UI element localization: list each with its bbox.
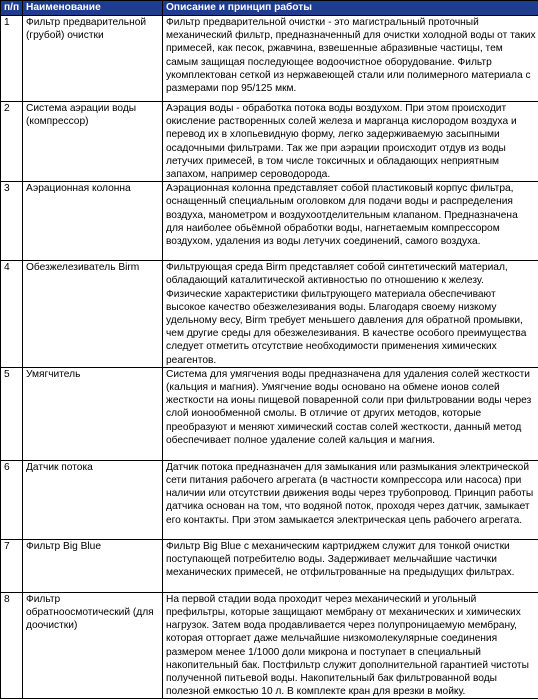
header-description: Описание и принцип работы xyxy=(163,1,538,16)
row-name: Фильтр обратноосмотический (для доочистки) xyxy=(23,592,163,699)
row-number: 6 xyxy=(1,460,23,539)
table-row xyxy=(1,592,538,699)
row-number: 4 xyxy=(1,261,23,368)
row-description: Аэрация воды - обработка потока воды воздухом. При этом происходит окисление растворенных солей железа и марганца кислородом воздуха и перевод их в хлопьевидную форму, легко задерживаемую засыпными осадочными фильтрами. Так же при аэрации происходит отдув из воды летучих примесей, в том числе токсичных и обладающих неприятным запахом, например сероводорода. xyxy=(163,102,538,182)
row-description: Фильтрующая среда Birm представляет собой синтетический материал, обладающий каталитической активностью по отношению к железу. Физические характеристики фильтрующего материала обеспечивают высокое качество обезжелезивания воды. Благодаря своему низкому удельному весу, Birm требует меньшего давления для обратной промывки, чем другие среды для обезжелезивания. В качестве особого преимущества следует отметить отсутствие необходимости применения химических реагентов. xyxy=(163,261,538,368)
row-description: Датчик потока предназначен для замыкания или размыкания электрической сети питания рабочего агрегата (в частности компрессора или насоса) при наличии или отсутствии движения воды через трубопровод. Принцип работы датчика основан на том, что водяной поток, проходя через датчик, замыкает его контакты. При этом замыкается электрическая цепь рабочего агрегата. xyxy=(163,460,538,539)
row-number: 2 xyxy=(1,102,23,182)
table-row xyxy=(1,261,538,368)
table-header-row xyxy=(1,1,538,16)
header-number: п/п xyxy=(1,1,23,16)
row-name: Аэрационная колонна xyxy=(23,182,163,261)
row-name: Фильтр Big Blue xyxy=(23,539,163,592)
table-row xyxy=(1,182,538,261)
row-number: 3 xyxy=(1,182,23,261)
row-number: 5 xyxy=(1,367,23,460)
row-description: Система для умягчения воды предназначена для удаления солей жесткости (кальция и магния). Умягчение воды основано на обмене ионов солей жесткости на ионы пищевой поваренной соли при фильтровании воды через слой ионообменной смолы. В отличие от других методов, которые преобразуют и меняют химический состав солей жесткости, данный метод обеспечивает полное удаление солей кальция и магния. xyxy=(163,367,538,460)
row-number: 7 xyxy=(1,539,23,592)
row-number: 8 xyxy=(1,592,23,699)
table-row xyxy=(1,539,538,592)
row-name: Датчик потока xyxy=(23,460,163,539)
table-row xyxy=(1,367,538,460)
table-row xyxy=(1,102,538,182)
row-name: Умягчитель xyxy=(23,367,163,460)
row-description: На первой стадии вода проходит через механический и угольный префильтры, которые защищают мембрану от механических и химических нагрузок. Затем вода продавливается через полупроницаемую мембрану, которая отторгает даже мельчайшие низкомолекулярные соединения размером менее 1/1000 доли микрона и поступает в специальный накопительный бак. Постфильтр служит дополнительной гарантией чистоты полученной питьевой воды. Накопительный бак фильтрованной воды полезной емкостью 10 л. В комплекте кран для врезки в мойку. xyxy=(163,592,538,699)
row-description: Фильтр Big Blue с механическим картриджем служит для тонкой очистки поступающей потребителю воды. Задерживает мельчайшие частички механических примесей, не отфильтрованные на предыдущих фильтрах. xyxy=(163,539,538,592)
row-name: Фильтр предварительной (грубой) очистки xyxy=(23,16,163,102)
row-name: Обезжелезиватель Birm xyxy=(23,261,163,368)
table-row xyxy=(1,460,538,539)
table-row xyxy=(1,16,538,102)
header-name: Наименование xyxy=(23,1,163,16)
row-description: Аэрационная колонна представляет собой пластиковый корпус фильтра, оснащенный специальным оголовком для подачи воды и распределения воздуха, манометром и воздухоотделительным клапаном. Предназначена для наиболее обьёмной обработки воды, нагнетаемым компрессором воздухом, удаления из воды летучих соединений, самого воздуха. xyxy=(163,182,538,261)
row-name: Система аэрации воды (компрессор) xyxy=(23,102,163,182)
row-description: Фильтр предварительной очистки - это магистральный проточный механический фильтр, предназначенный для очистки холодной воды от таких примесей, как песок, ржавчина, взвешенные абразивные частицы, тем самым защищая последующее водоочистное оборудование. Фильтр укомплектован сеткой из нержавеющей стали или полимерного материала с размерами пор 95/125 мкм. xyxy=(163,16,538,102)
row-number: 1 xyxy=(1,16,23,102)
